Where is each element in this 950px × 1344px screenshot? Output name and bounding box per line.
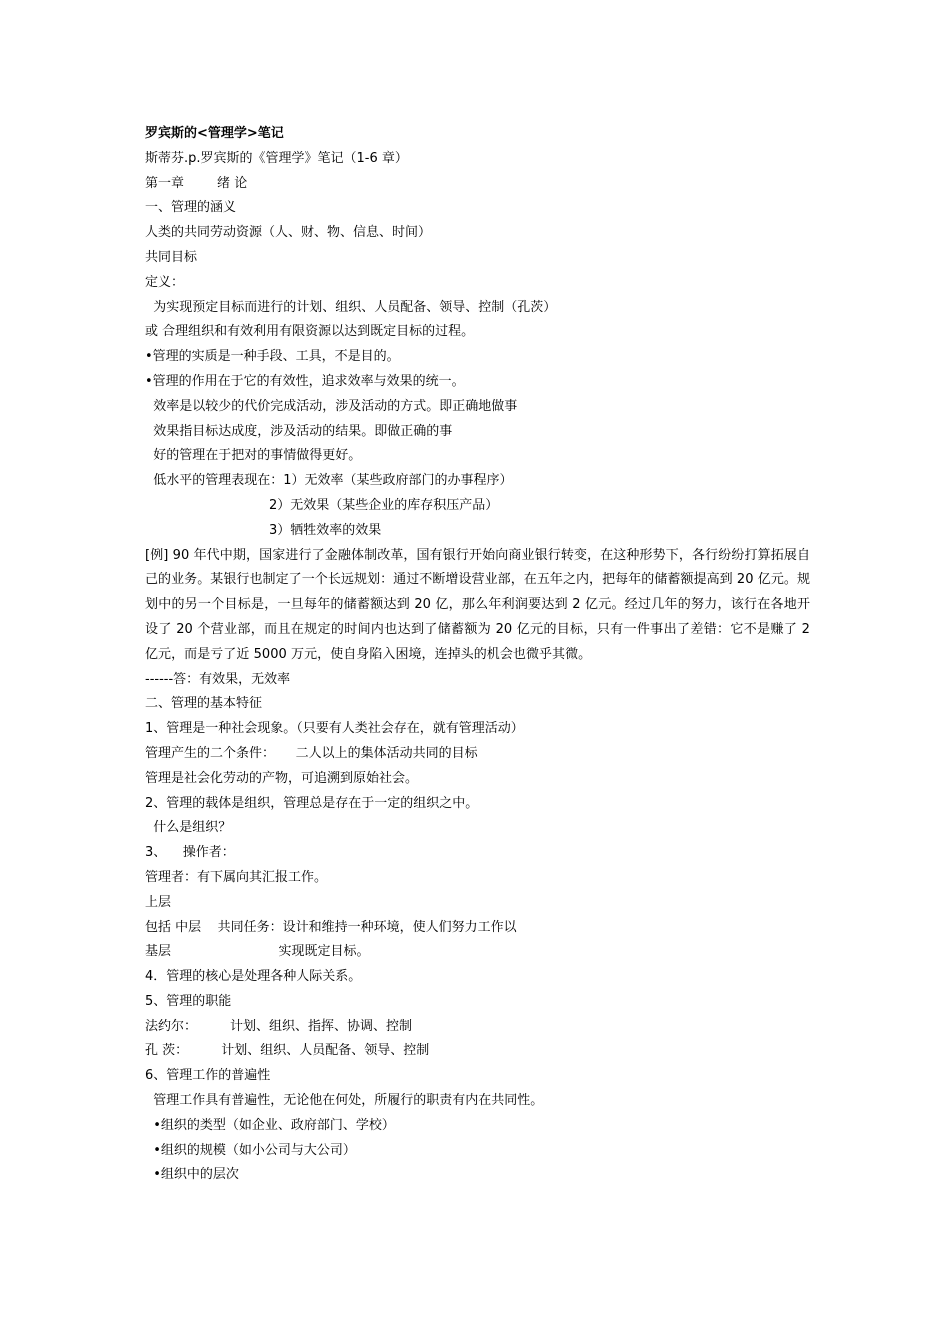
text-line: 管理工作具有普遍性，无论他在何处，所履行的职责有内在共同性。 — [145, 1093, 544, 1109]
example-paragraph: [例] 90 年代中期，国家进行了金融体制改革，国有银行开始向商业银行转变，在这种形势下，各行纷纷打算拓展自己的业务。某银行也制定了一个长远规划：通过不断增设营业部，在五年之内，把每年的储蓄额提高到 20 亿元。规划中的另一个目标是，一旦每年的储蓄额达到 20 亿，那么年利润要达到 2 亿元。经过几年的努力，该行在各地开设了 20 个营业部，而且在规定的时间内也达到了储蓄额为 20 亿元的目标，只有一件事出了差错：它不是赚了 2 亿元，而是亏了近 5000 万元，使自身陷入困境，连掉头的机会也微乎其微。 — [145, 547, 810, 662]
text-line: 4．管理的核心是处理各种人际关系。 — [145, 969, 362, 985]
section-heading: 一、管理的涵义 — [145, 200, 237, 216]
text-line: 管理是社会化劳动的产物，可追溯到原始社会。 — [145, 770, 419, 786]
text-line: 或 合理组织和有效利用有限资源以达到既定目标的过程。 — [145, 324, 475, 340]
text-line: 2、管理的载体是组织，管理总是存在于一定的组织之中。 — [145, 795, 479, 811]
text-line: 孔 茨： 计划、组织、人员配备、领导、控制 — [145, 1043, 430, 1059]
bullet-line: •组织中的层次 — [145, 1167, 239, 1183]
text-line: 5、管理的职能 — [145, 993, 232, 1009]
bullet-line: •管理的作用在于它的有效性，追求效率与效果的统一。 — [145, 373, 465, 389]
text-line: 法约尔： 计划、组织、指挥、协调、控制 — [145, 1018, 413, 1034]
text-line: 什么是组织？ — [145, 820, 232, 836]
bullet-line: •组织的类型（如企业、政府部门、学校） — [145, 1117, 395, 1133]
text-line: 6、管理工作的普遍性 — [145, 1068, 271, 1084]
text-line: 上层 — [145, 894, 172, 910]
text-line: 2）无效果（某些企业的库存积压产品） — [145, 497, 499, 513]
text-line: 管理者：有下属向其汇报工作。 — [145, 869, 328, 885]
text-line: 3、 操作者： — [145, 845, 235, 861]
bullet-line: •管理的实质是一种手段、工具，不是目的。 — [145, 349, 400, 365]
text-line: 效果指目标达成度，涉及活动的结果。即做正确的事 — [145, 423, 453, 439]
text-line: 斯蒂芬.p.罗宾斯的《管理学》笔记（1-6 章） — [145, 150, 408, 166]
text-line: 基层 实现既定目标。 — [145, 944, 370, 960]
text-line: 效率是以较少的代价完成活动，涉及活动的方式。即正确地做事 — [145, 398, 518, 414]
text-line: 3）牺牲效率的效果 — [145, 522, 382, 538]
text-line: 低水平的管理表现在：1）无效率（某些政府部门的办事程序） — [145, 473, 513, 489]
text-line: 共同目标 — [145, 249, 198, 265]
text-line: 定义： — [145, 274, 185, 290]
document-page — [145, 122, 810, 1188]
answer-line: ------答：有效果，无效率 — [145, 671, 291, 687]
section-heading: 二、管理的基本特征 — [145, 696, 263, 712]
text-line: 1、管理是一种社会现象。（只要有人类社会存在，就有管理活动） — [145, 721, 524, 737]
text-line: 好的管理在于把对的事情做得更好。 — [145, 448, 362, 464]
bullet-line: •组织的规模（如小公司与大公司） — [145, 1142, 356, 1158]
chapter-heading: 第一章 绪 论 — [145, 175, 248, 191]
text-line: 管理产生的二个条件： 二人以上的集体活动共同的目标 — [145, 745, 478, 761]
text-line: 包括 中层 共同任务：设计和维持一种环境，使人们努力工作以 — [145, 919, 517, 935]
text-line: 为实现预定目标而进行的计划、组织、人员配备、领导、控制（孔茨） — [145, 299, 557, 315]
document-title: 罗宾斯的<管理学>笔记 — [145, 126, 284, 141]
text-line: 人类的共同劳动资源（人、财、物、信息、时间） — [145, 225, 432, 241]
